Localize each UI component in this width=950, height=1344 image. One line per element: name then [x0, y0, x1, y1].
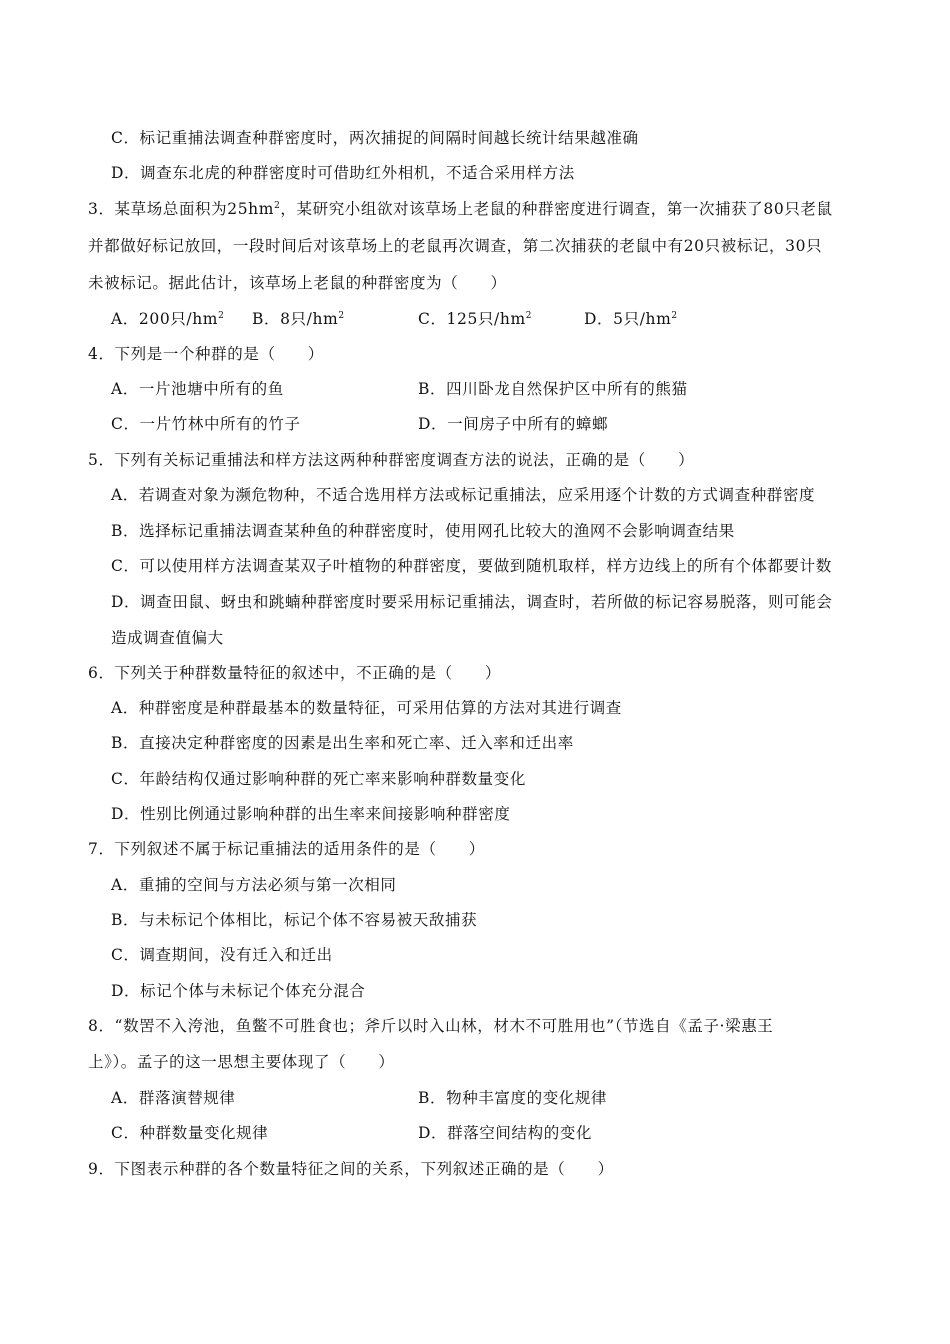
q6-stem: 6．下列关于种群数量特征的叙述中，不正确的是（ ） — [88, 664, 501, 682]
q3-option-c: C．125只$/hm^2$ — [418, 310, 533, 328]
q3-stem-line1: 3．某草场总面积为$25hm^2$，某研究小组欲对该草场上老鼠的种群密度进行调查，第一次捕获了80只老鼠 — [88, 200, 833, 218]
q3-stem-line3: 未被标记。据此估计，该草场上老鼠的种群密度为（ ） — [88, 274, 507, 292]
q3-option-d: D．5只$/hm^2$ — [584, 310, 678, 328]
q5-option-a: A．若调查对象为濒危物种，不适合选用样方法或标记重捕法，应采用逐个计数的方式调查种群密度 — [111, 486, 816, 504]
q7-option-b: B．与未标记个体相比，标记个体不容易被天敌捕获 — [111, 911, 478, 929]
q8-option-b: B．物种丰富度的变化规律 — [418, 1089, 608, 1107]
q3-option-b: B．8只$/hm^2$ — [252, 310, 345, 328]
q4-option-b: B．四川卧龙自然保护区中所有的熊猫 — [418, 380, 688, 398]
q4-option-a: A．一片池塘中所有的鱼 — [111, 380, 284, 398]
q5-option-d-line2: 造成调查值偏大 — [111, 629, 224, 647]
q4-stem: 4．下列是一个种群的是（ ） — [88, 345, 324, 363]
q4-option-d: D．一间房子中所有的蟑螂 — [418, 415, 609, 433]
q8-stem-line1: 8．“数罟不入洿池，鱼鳖不可胜食也；斧斤以时入山林，材木不可胜用也”（节选自《孟子·梁惠王 — [88, 1017, 774, 1035]
q5-option-c: C．可以使用样方法调查某双子叶植物的种群密度，要做到随机取样，样方边线上的所有个体都要计数 — [111, 557, 832, 575]
q4-option-c: C．一片竹林中所有的竹子 — [111, 415, 301, 433]
q8-stem-line2: 上》）。孟子的这一思想主要体现了（ ） — [88, 1053, 395, 1071]
q7-stem: 7．下列叙述不属于标记重捕法的适用条件的是（ ） — [88, 840, 485, 858]
q5-option-b: B．选择标记重捕法调查某种鱼的种群密度时，使用网孔比较大的渔网不会影响调查结果 — [111, 522, 735, 540]
q2-option-d: D．调查东北虎的种群密度时可借助红外相机，不适合采用样方法 — [111, 164, 575, 182]
q8-option-d: D．群落空间结构的变化 — [418, 1124, 593, 1142]
q7-option-c: C．调查期间，没有迁入和迁出 — [111, 946, 333, 964]
q6-option-b: B．直接决定种群密度的因素是出生率和死亡率、迁入率和迁出率 — [111, 734, 574, 752]
q7-option-d: D．标记个体与未标记个体充分混合 — [111, 982, 366, 1000]
q2-option-c: C．标记重捕法调查种群密度时，两次捕捉的间隔时间越长统计结果越准确 — [111, 129, 639, 147]
q6-option-d: D．性别比例通过影响种群的出生率来间接影响种群密度 — [111, 805, 511, 823]
q5-option-d-line1: D．调查田鼠、蚜虫和跳蝻种群密度时要采用标记重捕法，调查时，若所做的标记容易脱落，则可能会 — [111, 593, 833, 611]
q7-option-a: A．重捕的空间与方法必须与第一次相同 — [111, 876, 397, 894]
q5-stem: 5．下列有关标记重捕法和样方法这两种种群密度调查方法的说法，正确的是（ ） — [88, 451, 695, 469]
q6-option-a: A．种群密度是种群最基本的数量特征，可采用估算的方法对其进行调查 — [111, 699, 622, 717]
q8-option-a: A．群落演替规律 — [111, 1089, 236, 1107]
q3-stem-line2: 并都做好标记放回，一段时间后对该草场上的老鼠再次调查，第二次捕获的老鼠中有20只被标记，30只 — [88, 237, 823, 255]
q8-option-c: C．种群数量变化规律 — [111, 1124, 269, 1142]
q6-option-c: C．年龄结构仅通过影响种群的死亡率来影响种群数量变化 — [111, 770, 526, 788]
q3-option-a: A．200只$/hm^2$ — [111, 310, 225, 328]
q9-stem: 9．下图表示种群的各个数量特征之间的关系，下列叙述正确的是（ ） — [88, 1160, 614, 1178]
